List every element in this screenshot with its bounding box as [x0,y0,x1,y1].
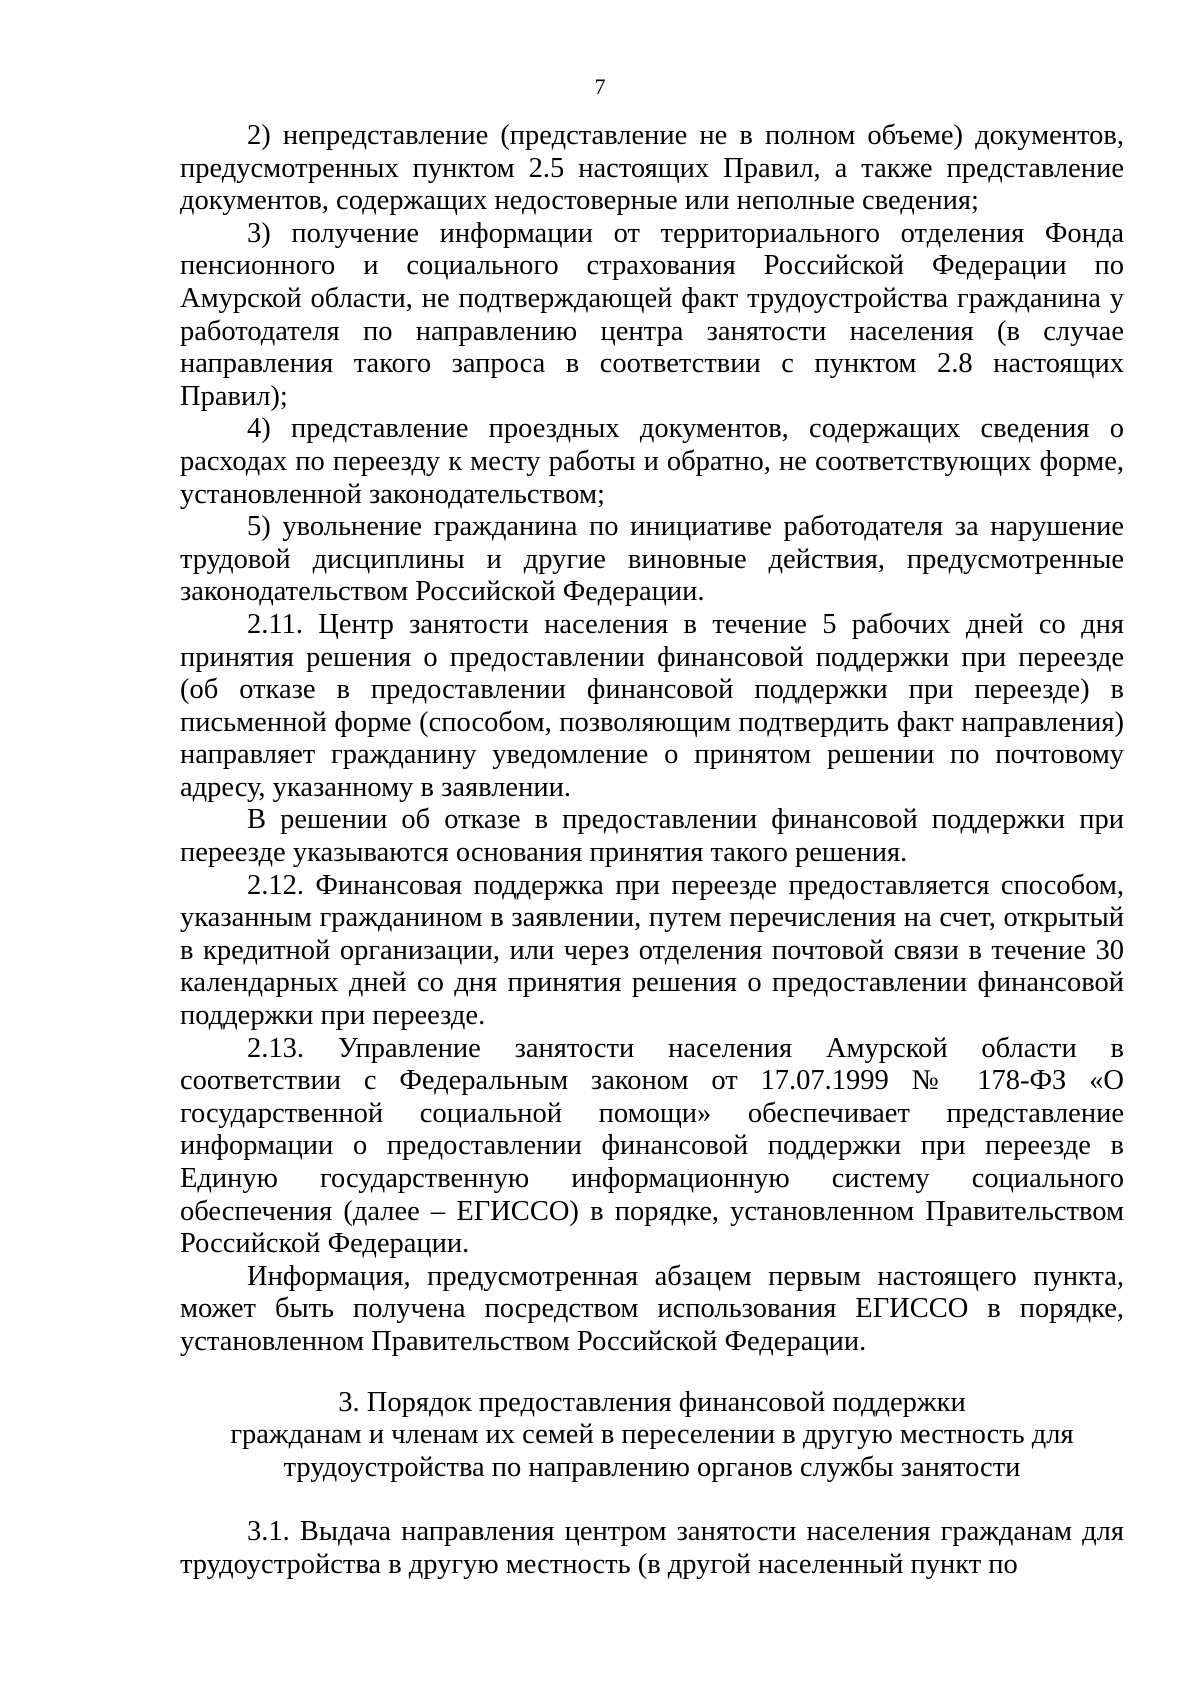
paragraph-clause-2-12: 2.12. Финансовая поддержка при переезде предоставляется способом, указанным гражданином в заявлении, путем перечисления на счет, открытый в кредитной организации, или через отделения почтовой связи в течение 30 календарных дней со дня принятия решения о предоставлении финансовой поддержки при переезде. [180,869,1124,1032]
document-body [180,120,1124,1582]
paragraph-item-5: 5) увольнение гражданина по инициативе работодателя за нарушение трудовой дисциплины и другие виновные действия, предусмотренные законодательством Российской Федерации. [180,511,1124,608]
paragraph-item-3: 3) получение информации от территориального отделения Фонда пенсионного и социального страхования Российской Федерации по Амурской области, не подтверждающей факт трудоустройства гражданина у работодателя по направлению центра занятости населения (в случае направления такого запроса в соответствии с пунктом 2.8 настоящих Правил); [180,217,1124,412]
paragraph-clause-2-11: 2.11. Центр занятости населения в течение 5 рабочих дней со дня принятия решения о предоставлении финансовой поддержки при переезде (об отказе в предоставлении финансовой поддержки при переезде) в письменной форме (способом, позволяющим подтвердить факт направления) направляет гражданину уведомление о принятом решении по почтовому адресу, указанному в заявлении. [180,608,1124,803]
section-heading [180,1387,1124,1485]
paragraph-item-2: 2) непредставление (представление не в полном объеме) документов, предусмотренных пунктом 2.5 настоящих Правил, а также представление документов, содержащих недостоверные или неполные сведения; [180,120,1124,217]
paragraph-item-4: 4) представление проездных документов, содержащих сведения о расходах по переезду к месту работы и обратно, не соответствующих форме, установленной законодательством; [180,413,1124,510]
paragraph-egisso-info: Информация, предусмотренная абзацем первым настоящего пункта, может быть получена посредством использования ЕГИССО в порядке, установленном Правительством Российской Федерации. [180,1260,1124,1357]
section-heading-line-2: гражданам и членам их семей в переселении в другую местность для [230,1419,1074,1451]
page-number: 7 [594,74,606,99]
paragraph-clause-3-1: 3.1. Выдача направления центром занятости населения гражданам для трудоустройства в другую местность (в другой населенный пункт по [180,1516,1124,1580]
paragraph-refusal-grounds: В решении об отказе в предоставлении финансовой поддержки при переезде указываются основания принятия такого решения. [180,804,1124,869]
paragraph-clause-2-13: 2.13. Управление занятости населения Амурской области в соответствии с Федеральным законом от 17.07.1999 № 178-ФЗ «О государственной социальной помощи» обеспечивает представление информации о предоставлении финансовой поддержки при переезде в Единую государственную информационную систему социального обеспечения (далее – ЕГИССО) в порядке, установленном Правительством Российской Федерации. [180,1032,1124,1260]
section-heading-line-3: трудоустройства по направлению органов службы занятости [283,1451,1021,1483]
section-heading-line-1: 3. Порядок предоставления финансовой поддержки [338,1386,966,1418]
